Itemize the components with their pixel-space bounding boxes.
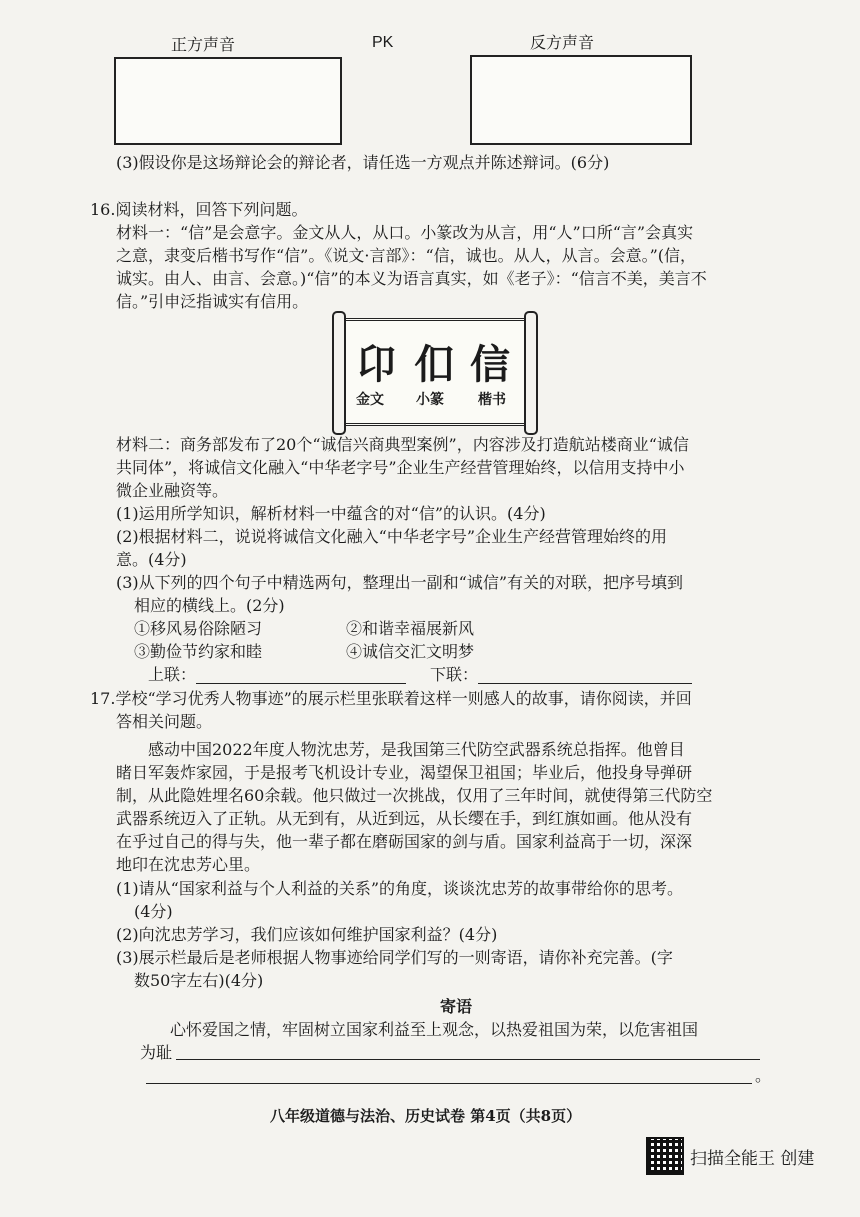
q16-material2-line: 微企业融资等。 <box>116 481 229 500</box>
q17-story-line: 制，从此隐姓埋名60余载。他只做过一次挑战，仅用了三年时间，就使得第三代防空 <box>116 786 713 805</box>
q16-material1-line: 材料一：“信”是会意字。金文从人，从口。小篆改为从言，用“人”口所“言”会真实 <box>116 223 694 242</box>
q17-sub1-line: (4分) <box>134 902 173 921</box>
q17-story-line: 感动中国2022年度人物沈忠芳，是我国第三代防空武器系统总指挥。他曾目 <box>148 740 685 759</box>
q17-story-line: 地印在沈忠芳心里。 <box>116 855 261 874</box>
upper-couplet-blank[interactable] <box>196 683 406 684</box>
pro-side-label: 正方声音 <box>171 35 236 54</box>
jiyu-title: 寄语 <box>440 997 473 1016</box>
jiyu-lead: 为耻 <box>140 1043 173 1062</box>
q17-sub1-line: (1)请从“国家利益与个人利益的关系”的角度，谈谈沈忠芳的故事带给你的思考。 <box>116 879 684 898</box>
q16-material1-line: 之意，隶变后楷书写作“信”。《说文·言部》：“信，诚也。从人，从言。会意。”(信， <box>116 246 697 265</box>
q16-stem: 16.阅读材料，回答下列问题。 <box>90 200 308 219</box>
q16-sub1: (1)运用所学知识，解析材料一中蕴含的对“信”的认识。(4分) <box>116 504 546 523</box>
debate-q3: (3)假设你是这场辩论会的辩论者，请任选一方观点并陈述辩词。(6分) <box>116 153 610 172</box>
con-answer-box[interactable] <box>470 55 692 145</box>
glyph-jinwen: 卬 <box>356 341 396 388</box>
jiyu-blank-line[interactable] <box>176 1059 760 1060</box>
q17-story-line: 武器系统迈入了正轨。从无到有，从近到远，从长缨在手，到红旗如画。他从没有 <box>116 809 693 828</box>
con-side-label: 反方声音 <box>530 33 595 52</box>
jiyu-end-mark: 。 <box>755 1066 772 1085</box>
pk-label: PK <box>372 34 394 51</box>
option-4: ④诚信交汇文明梦 <box>346 642 475 661</box>
option-3: ③勤俭节约家和睦 <box>134 642 263 661</box>
label-xiaozhuan: 小篆 <box>416 392 444 408</box>
qr-code-icon <box>646 1137 684 1175</box>
q17-story-line: 在乎过自己的得与失，他一辈子都在磨砺国家的剑与盾。国家利益高于一切，深深 <box>116 832 693 851</box>
q16-sub3-line: (3)从下列的四个句子中精选两句，整理出一副和“诚信”有关的对联，把序号填到 <box>116 573 684 592</box>
scanner-watermark: 扫描全能王 创建 <box>690 1149 815 1169</box>
q17-sub3-line: 数50字左右)(4分) <box>134 971 264 990</box>
lower-couplet-blank[interactable] <box>478 683 692 684</box>
lower-couplet-label: 下联： <box>430 665 479 684</box>
label-kaishu: 楷书 <box>478 392 506 408</box>
option-1: ①移风易俗除陋习 <box>134 619 263 638</box>
option-2: ②和谐幸福展新风 <box>346 619 475 638</box>
q16-sub2-line: 意。(4分) <box>116 550 187 569</box>
q17-stem-line: 17.学校“学习优秀人物事迹”的展示栏里张联着这样一则感人的故事，请你阅读，并回 <box>90 689 692 708</box>
glyph-xiaozhuan: 㐰 <box>414 341 454 388</box>
glyph-kaishu: 信 <box>470 341 510 388</box>
q16-material1-line: 诚实。由人、由言、会意。)“信”的本义为语言真实，如《老子》：“信言不美，美言不 <box>116 269 707 288</box>
q16-sub2-line: (2)根据材料二，说说将诚信文化融入“中华老字号”企业生产经营管理始终的用 <box>116 527 668 546</box>
xin-evolution-scroll <box>343 318 527 426</box>
label-jinwen: 金文 <box>356 392 384 408</box>
q17-sub2: (2)向沈忠芳学习，我们应该如何维护国家利益？(4分) <box>116 925 498 944</box>
jiyu-text: 心怀爱国之情，牢固树立国家利益至上观念，以热爱祖国为荣，以危害祖国 <box>170 1020 699 1039</box>
q16-material2-line: 共同体”，将诚信文化融入“中华老字号”企业生产经营管理始终，以信用支持中小 <box>116 458 685 477</box>
upper-couplet-label: 上联： <box>148 665 197 684</box>
q17-story-line: 睹日军轰炸家园，于是报考飞机设计专业，渴望保卫祖国；毕业后，他投身导弹研 <box>116 763 693 782</box>
q17-stem-line: 答相关问题。 <box>116 712 213 731</box>
q17-sub3-line: (3)展示栏最后是老师根据人物事迹给同学们写的一则寄语，请你补充完善。(字 <box>116 948 673 967</box>
pro-answer-box[interactable] <box>114 57 342 145</box>
q16-material2-line: 材料二：商务部发布了20个“诚信兴商典型案例”，内容涉及打造航站楼商业“诚信 <box>116 435 689 454</box>
q16-sub3-line: 相应的横线上。(2分) <box>134 596 285 615</box>
page-footer: 八年级道德与法治、历史试卷 第4页（共8页） <box>270 1107 582 1125</box>
q16-material1-line: 信。”引申泛指诚实有信用。 <box>116 292 309 311</box>
jiyu-blank-line[interactable] <box>146 1083 752 1084</box>
